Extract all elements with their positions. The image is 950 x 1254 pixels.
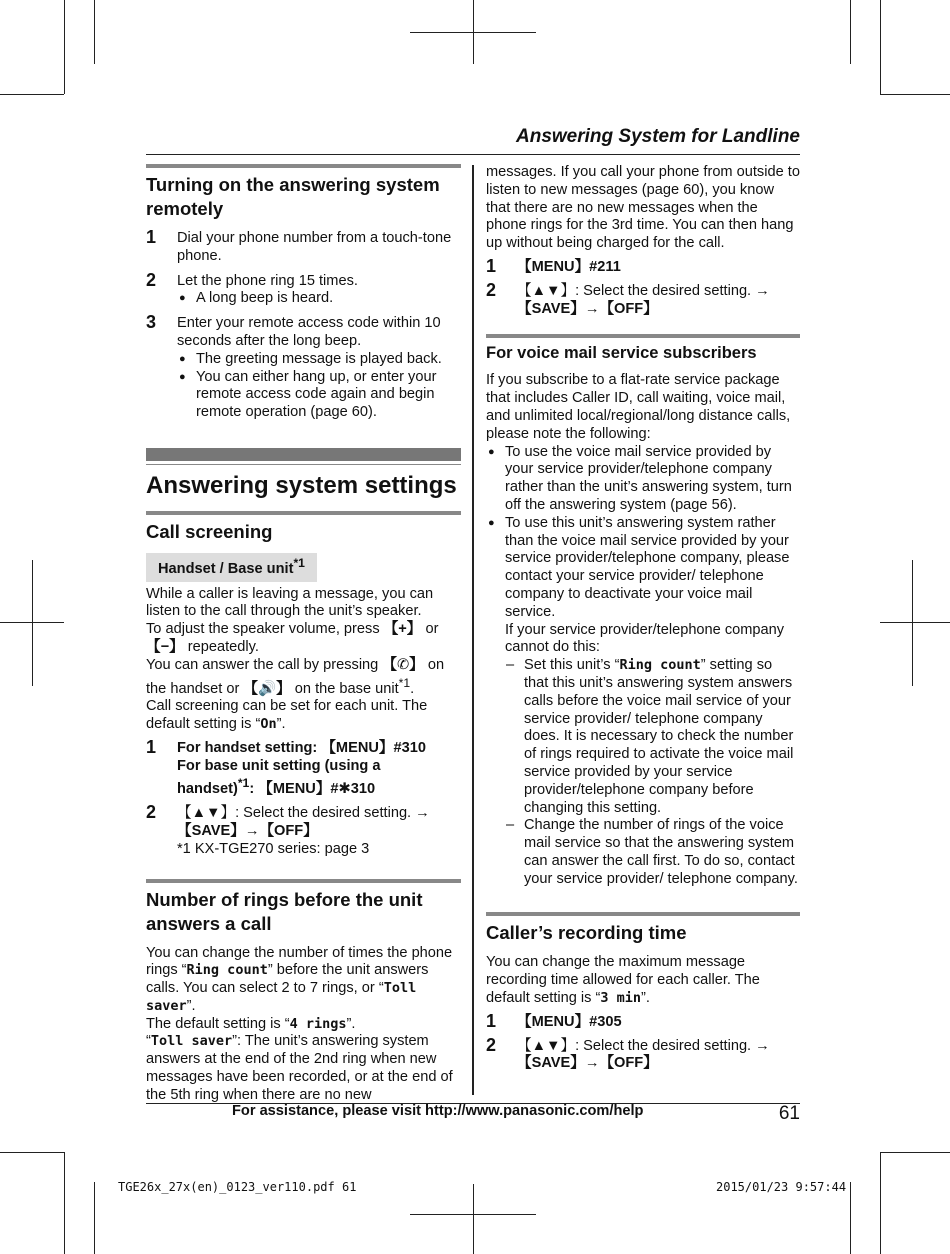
rings-heading: Number of rings before the unit answers a call — [146, 888, 423, 934]
crop-mark — [94, 0, 95, 64]
text: You can change the number of times the phone rings “ — [146, 944, 453, 979]
paragraph — [146, 945, 461, 1016]
text: on the base unit — [294, 680, 399, 697]
recording-time-heading: Caller’s recording time — [486, 922, 687, 944]
text: ”: The unit’s answering system answers at the end of the 2nd ring when new messages have been recorded, or at the end of the 5th ring when there are no new — [146, 1033, 453, 1103]
step-text: Enter your remote access code within 10 seconds after the long beep. — [177, 315, 441, 349]
paragraph: messages. If you call your phone from outside to listen to new messages (page 60), you know that there are no new messages when the phone rings for the 3rd time. You can then hang up without being charged for the call. — [486, 164, 800, 252]
crop-mark — [880, 1152, 881, 1254]
unit-tag — [146, 553, 317, 582]
bullet-item: ● A long beep is heard. — [177, 290, 461, 308]
right-column — [486, 164, 800, 1073]
minus-key: 【−】 — [146, 639, 184, 656]
text: For base unit setting (using a handset) — [177, 757, 381, 798]
crop-mark — [32, 560, 33, 686]
unit-tag-label: Handset / Base unit — [158, 560, 294, 577]
key-sequence: 【MENU】#✱310 — [258, 781, 376, 798]
footnote-ref: *1 — [293, 555, 305, 570]
crop-mark — [880, 94, 950, 95]
setting-value: Ring count — [186, 962, 268, 979]
text: Change the number of rings of the voice mail service so that the answering system can answer the call first. To do so, contact your service provider/ telephone company. — [524, 817, 798, 887]
call-screening-heading: Call screening — [146, 520, 273, 542]
text: The default setting is “ — [146, 1015, 290, 1032]
assistance-text: For assistance, please visit http://www.panasonic.com/help — [232, 1103, 644, 1119]
step-number: 2 — [146, 269, 157, 290]
step-number: 2 — [486, 1034, 497, 1055]
text: ”. — [346, 1015, 356, 1032]
section-rule — [146, 511, 461, 515]
setting-value: 4 rings — [289, 1015, 347, 1032]
column-divider — [472, 165, 474, 1095]
step-number: 2 — [146, 802, 157, 823]
setting-value: Toll saver — [150, 1033, 233, 1050]
section-rule — [486, 912, 800, 916]
key-sequence: 【SAVE】→【OFF】 — [517, 1055, 658, 1072]
paragraph — [486, 954, 800, 1007]
crop-mark — [880, 622, 950, 623]
speaker-key: 【🔊】 — [243, 680, 291, 697]
text: : — [249, 781, 255, 798]
key-sequence: 【MENU】#211 — [517, 258, 621, 275]
text: . — [410, 680, 415, 697]
text: or — [425, 621, 439, 638]
step-item — [146, 736, 461, 799]
paragraph — [146, 698, 461, 734]
step-text — [177, 740, 461, 758]
setting-value: Toll saver — [146, 980, 417, 1014]
crop-mark — [64, 0, 65, 94]
crop-mark — [94, 1182, 95, 1254]
step-item — [486, 255, 800, 277]
dash-item — [486, 657, 800, 817]
setting-value: 3 min — [600, 990, 642, 1007]
bullet-item: ● The greeting message is played back. — [177, 351, 461, 369]
paragraph: If your service provider/telephone company cannot do this: — [505, 621, 785, 656]
step-item — [486, 1010, 800, 1032]
paragraph — [146, 621, 461, 657]
talk-key: 【✆】 — [382, 656, 424, 673]
step-number: 3 — [146, 312, 157, 333]
step-item — [486, 1034, 800, 1074]
section-rule — [146, 879, 461, 883]
step-number: 1 — [486, 1010, 497, 1031]
voice-mail-heading: For voice mail service subscribers — [486, 344, 757, 363]
chapter-rule — [146, 448, 461, 461]
step-text: 【▲▼】: Select the desired setting. → — [517, 1037, 770, 1054]
step-item — [146, 802, 461, 858]
step-text: Dial your phone number from a touch-tone phone. — [177, 230, 452, 264]
text: ”. — [641, 990, 650, 1007]
print-date: 2015/01/23 9:57:44 — [716, 1180, 847, 1194]
setting-value: Ring count — [619, 657, 701, 674]
crop-mark — [880, 0, 881, 94]
header-rule — [146, 154, 800, 155]
step-number: 1 — [146, 736, 157, 757]
section-rule — [146, 164, 461, 168]
step-text: 【▲▼】: Select the desired setting. → — [517, 282, 770, 299]
step-item — [146, 312, 461, 422]
crop-mark — [0, 94, 64, 95]
key-sequence: 【MENU】#305 — [517, 1013, 622, 1030]
text: You can change the maximum message recording time allowed for each caller. The default setting is “ — [486, 954, 760, 1007]
text: ”. — [276, 716, 286, 733]
key-sequence: 【MENU】#310 — [321, 739, 426, 756]
setting-value: On — [260, 716, 277, 733]
step-item — [146, 227, 461, 266]
bullet-item: ● To use this unit’s answering system rather than the voice mail service provided by your service provider/telephone company, please contact your service provider/ telephone company to deactivate your voice mail service. — [486, 515, 800, 622]
text: on the handset or — [146, 656, 445, 697]
paragraph — [146, 657, 461, 698]
text: ” before the unit answers calls. You can select 2 to 7 rings, or “ — [146, 962, 429, 997]
text: ”. — [186, 997, 196, 1014]
section-rule — [486, 334, 800, 338]
key-sequence: 【SAVE】→【OFF】 — [517, 300, 658, 317]
paragraph: While a caller is leaving a message, you can listen to the call through the unit’s speaker. — [146, 585, 434, 620]
paragraph: If you subscribe to a flat-rate service package that includes Caller ID, call waiting, voice mail, and unlimited local/regional/long distance calls, please note the following: — [486, 372, 791, 442]
text: You can answer the call by pressing — [146, 656, 379, 673]
page-number: 61 — [778, 1103, 800, 1124]
step-number: 1 — [146, 227, 157, 247]
dash-item — [486, 817, 800, 888]
paragraph — [146, 1016, 461, 1034]
chapter-rule-thin — [146, 464, 461, 465]
text: For handset setting: — [177, 739, 318, 756]
bullet-item: ● To use the voice mail service provided by your service provider/telephone company rather than the unit’s answering system, turn off the answering system (page 56). — [486, 444, 800, 515]
step-text: Let the phone ring 15 times. — [177, 272, 358, 289]
section-header: Answering System for Landline — [516, 126, 800, 147]
settings-title: Answering system settings — [146, 471, 457, 499]
key-sequence: 【SAVE】→【OFF】 — [177, 822, 318, 839]
text: “ — [146, 1033, 151, 1050]
plus-key: 【+】 — [383, 621, 422, 638]
crop-mark — [473, 1184, 474, 1254]
crop-mark — [473, 0, 474, 64]
text: ” setting so that this unit’s answering system answers calls before the voice mail service of your service provider/ telephone company does. It is necessary to check the number of rings required to activate the voice mail service provided by your service provider/telephone company before changing this setting. — [524, 657, 794, 816]
page-footer — [146, 1103, 800, 1126]
crop-mark — [850, 1182, 851, 1254]
remote-heading: Turning on the answering system remotely — [146, 174, 440, 219]
text: To adjust the speaker volume, press — [146, 621, 380, 638]
left-column — [146, 164, 461, 1105]
crop-mark — [0, 1152, 64, 1153]
crop-mark — [64, 1152, 65, 1254]
text: Set this unit’s “ — [524, 657, 620, 674]
step-item — [146, 269, 461, 309]
step-number: 2 — [486, 279, 497, 300]
crop-mark — [850, 0, 851, 64]
text: Call screening can be set for each unit. The default setting is “ — [146, 698, 428, 733]
footnote: *1 KX-TGE270 series: page 3 — [177, 840, 370, 857]
dash-mark: – — [506, 657, 515, 674]
bullet-item: ● You can either hang up, or enter your remote access code again and begin remote operation (page 60). — [177, 369, 461, 422]
print-file-info: TGE26x_27x(en)_0123_ver110.pdf 61 — [118, 1180, 357, 1194]
step-text: 【▲▼】: Select the desired setting. → — [177, 805, 430, 822]
dash-mark: – — [506, 817, 515, 834]
step-item — [486, 279, 800, 319]
text: repeatedly. — [187, 639, 259, 656]
paragraph — [146, 1033, 461, 1104]
step-text — [177, 758, 461, 799]
footnote-ref: *1 — [237, 776, 250, 791]
crop-mark — [880, 1152, 950, 1153]
footnote-ref: *1 — [398, 675, 411, 690]
crop-mark — [912, 560, 913, 686]
step-number: 1 — [486, 255, 497, 276]
